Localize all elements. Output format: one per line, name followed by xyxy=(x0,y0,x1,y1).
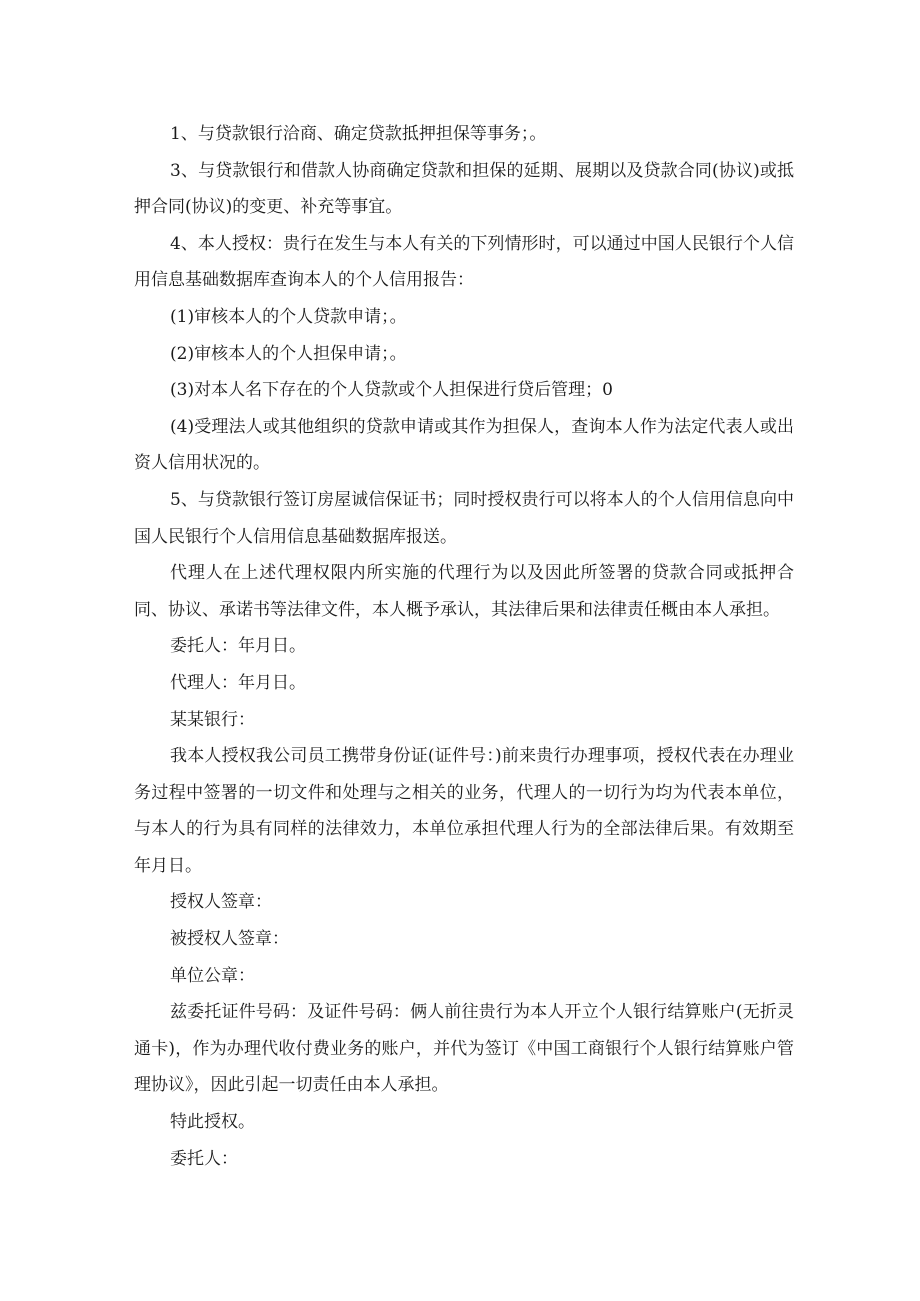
paragraph-16: 单位公章： xyxy=(170,965,255,986)
paragraph-5: (2)审核本人的个人担保申请；。 xyxy=(170,343,407,364)
document-body xyxy=(134,116,794,1177)
paragraph-4: (1)审核本人的个人贷款申请；。 xyxy=(170,306,407,327)
paragraph-6: (3)对本人名下存在的个人贷款或个人担保进行贷后管理；0 xyxy=(170,380,613,401)
paragraph-14: 授权人签章： xyxy=(170,892,272,913)
paragraph-17: 兹委托证件号码：及证件号码：俩人前往贵行为本人开立个人银行结算账户(无折灵通卡)，作为办理代收付费业务的账户，并代为签订《中国工商银行个人银行结算账户管理协议》，因此引起一切责任由本人承担。 xyxy=(134,1002,794,1096)
paragraph-19: 委托人： xyxy=(170,1148,238,1169)
paragraph-1: 1、与贷款银行洽商、确定贷款抵押担保等事务；。 xyxy=(170,124,547,144)
paragraph-13: 我本人授权我公司员工携带身份证(证件号：)前来贵行办理事项，授权代表在办理业务过程中签署的一切文件和处理与之相关的业务，代理人的一切行为均为代表本单位，与本人的行为具有同样的法律效力，本单位承担代理人行为的全部法律后果。有效期至年月日。 xyxy=(134,746,794,876)
paragraph-3: 4、本人授权：贵行在发生与本人有关的下列情形时，可以通过中国人民银行个人信用信息基础数据库查询本人的个人信用报告： xyxy=(134,233,794,291)
paragraph-11: 代理人：年月日。 xyxy=(170,672,306,693)
paragraph-15: 被授权人签章： xyxy=(170,929,289,950)
paragraph-8: 5、与贷款银行签订房屋诚信保证书；同时授权贵行可以将本人的个人信用信息向中国人民银行个人信用信息基础数据库报送。 xyxy=(134,489,794,547)
paragraph-12: 某某银行： xyxy=(170,709,255,730)
paragraph-9: 代理人在上述代理权限内所实施的代理行为以及因此所签署的贷款合同或抵押合同、协议、承诺书等法律文件，本人概予承认，其法律后果和法律责任概由本人承担。 xyxy=(134,563,794,620)
paragraph-7: (4)受理法人或其他组织的贷款申请或其作为担保人，查询本人作为法定代表人或出资人信用状况的。 xyxy=(134,416,794,474)
paragraph-2: 3、与贷款银行和借款人协商确定贷款和担保的延期、展期以及贷款合同(协议)或抵押合同(协议)的变更、补充等事宜。 xyxy=(134,160,794,218)
paragraph-18: 特此授权。 xyxy=(170,1112,255,1133)
paragraph-10: 委托人：年月日。 xyxy=(170,636,306,657)
